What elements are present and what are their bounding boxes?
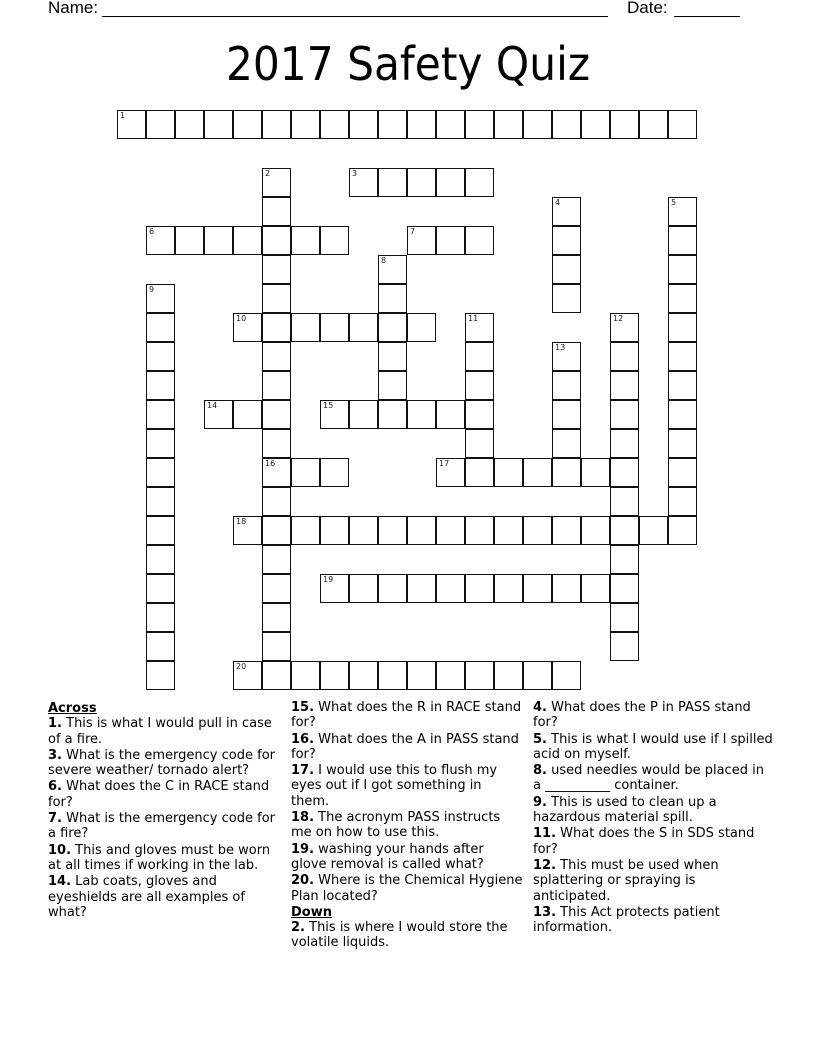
grid-cell[interactable] — [378, 400, 407, 429]
clue-number: 1. — [48, 716, 62, 732]
clue-number: 4. — [533, 700, 547, 715]
clue-number: 14 — [207, 401, 218, 410]
grid-cell[interactable] — [146, 284, 175, 313]
grid-cell[interactable] — [668, 400, 697, 429]
grid-cell[interactable] — [581, 516, 610, 545]
name-field[interactable] — [102, 16, 608, 17]
grid-cell[interactable] — [668, 487, 697, 516]
grid-cell[interactable] — [494, 110, 523, 139]
clue-item — [291, 700, 523, 731]
clues-column-2 — [291, 700, 523, 952]
grid-cell[interactable] — [668, 255, 697, 284]
grid-cell[interactable] — [378, 168, 407, 197]
clue-number: 13. — [533, 904, 557, 920]
grid-cell[interactable] — [262, 458, 291, 487]
grid-cell[interactable] — [407, 226, 436, 255]
grid-cell[interactable] — [465, 429, 494, 458]
grid-cell[interactable] — [262, 313, 291, 342]
grid-cell[interactable] — [610, 632, 639, 661]
clue-number: 7. — [48, 811, 62, 827]
clue-item — [533, 905, 773, 936]
grid-cell[interactable] — [146, 632, 175, 661]
clue-item — [533, 826, 773, 857]
clue-number: 13 — [555, 343, 566, 352]
grid-cell[interactable] — [262, 168, 291, 197]
clue-number: 12 — [613, 314, 624, 323]
grid-cell[interactable] — [552, 661, 581, 690]
grid-cell[interactable] — [610, 458, 639, 487]
clue-item — [48, 874, 280, 920]
clue-text: What does the C in RACE stand for? — [48, 779, 270, 810]
clue-number: 10. — [48, 842, 72, 858]
grid-cell[interactable] — [233, 400, 262, 429]
grid-cell[interactable] — [407, 574, 436, 603]
clue-item — [291, 842, 523, 873]
clue-text: What does the S in SDS stand for? — [533, 826, 755, 857]
clue-text: What does the P in PASS stand for? — [533, 700, 751, 731]
grid-cell[interactable] — [146, 487, 175, 516]
grid-cell[interactable] — [668, 371, 697, 400]
grid-cell[interactable] — [436, 516, 465, 545]
clue-item — [291, 920, 523, 951]
clue-text: used needles would be placed in a __________ container. — [533, 763, 764, 794]
clue-item — [291, 810, 523, 841]
clue-item — [48, 779, 280, 810]
clue-number: 6 — [149, 227, 155, 236]
grid-cell[interactable] — [465, 313, 494, 342]
clue-number: 7 — [410, 227, 416, 236]
grid-cell[interactable] — [552, 110, 581, 139]
grid-cell[interactable] — [436, 400, 465, 429]
grid-cell[interactable] — [581, 574, 610, 603]
clue-number: 6. — [48, 779, 62, 795]
clue-number: 2. — [291, 920, 305, 936]
grid-cell[interactable] — [146, 574, 175, 603]
grid-cell[interactable] — [610, 400, 639, 429]
grid-cell[interactable] — [320, 400, 349, 429]
grid-cell[interactable] — [552, 342, 581, 371]
grid-cell[interactable] — [262, 342, 291, 371]
grid-cell[interactable] — [262, 400, 291, 429]
grid-cell[interactable] — [668, 313, 697, 342]
grid-cell[interactable] — [262, 516, 291, 545]
grid-cell[interactable] — [668, 342, 697, 371]
clue-item — [48, 748, 280, 779]
grid-cell[interactable] — [262, 545, 291, 574]
grid-cell[interactable] — [262, 632, 291, 661]
name-label: Name: — [48, 0, 99, 17]
clue-number: 16 — [265, 459, 276, 468]
grid-cell[interactable] — [233, 226, 262, 255]
grid-cell[interactable] — [523, 516, 552, 545]
grid-cell[interactable] — [523, 661, 552, 690]
clue-number: 9. — [533, 794, 547, 810]
down-heading: Down — [291, 904, 332, 920]
clue-text: This Act protects patient information. — [533, 904, 720, 936]
grid-cell[interactable] — [465, 661, 494, 690]
grid-cell[interactable] — [146, 110, 175, 139]
grid-cell[interactable] — [378, 313, 407, 342]
clue-text: I would use this to flush my eyes out if I got something in them. — [291, 763, 498, 809]
clue-item — [533, 732, 773, 763]
grid-cell[interactable] — [523, 574, 552, 603]
grid-cell[interactable] — [320, 661, 349, 690]
grid-cell[interactable] — [262, 487, 291, 516]
grid-cell[interactable] — [378, 255, 407, 284]
grid-cell[interactable] — [552, 226, 581, 255]
clue-number: 8. — [533, 763, 547, 779]
grid-cell[interactable] — [146, 661, 175, 690]
grid-cell[interactable] — [146, 371, 175, 400]
grid-cell[interactable] — [523, 458, 552, 487]
grid-cell[interactable] — [552, 429, 581, 458]
grid-cell[interactable] — [146, 429, 175, 458]
grid-cell[interactable] — [204, 226, 233, 255]
grid-cell[interactable] — [494, 516, 523, 545]
grid-cell[interactable] — [610, 429, 639, 458]
clue-number: 3 — [352, 169, 358, 178]
grid-cell[interactable] — [175, 110, 204, 139]
grid-cell[interactable] — [262, 603, 291, 632]
grid-cell[interactable] — [262, 197, 291, 226]
clue-number: 18. — [291, 810, 315, 826]
grid-cell[interactable] — [610, 313, 639, 342]
clue-number: 5. — [533, 731, 547, 747]
clue-text: This and gloves must be worn at all times if working in the lab. — [48, 842, 271, 873]
clue-item — [48, 811, 280, 842]
grid-cell[interactable] — [407, 110, 436, 139]
grid-cell[interactable] — [465, 400, 494, 429]
clue-number: 11. — [533, 826, 557, 842]
grid-cell[interactable] — [262, 429, 291, 458]
grid-cell[interactable] — [262, 255, 291, 284]
grid-cell[interactable] — [610, 516, 639, 545]
grid-cell[interactable] — [349, 168, 378, 197]
grid-cell[interactable] — [465, 458, 494, 487]
clue-number: 5 — [671, 198, 677, 207]
clue-text: washing your hands after glove removal is called what? — [291, 841, 484, 872]
grid-cell[interactable] — [320, 110, 349, 139]
grid-cell[interactable] — [320, 226, 349, 255]
grid-cell[interactable] — [378, 516, 407, 545]
grid-cell[interactable] — [117, 110, 146, 139]
clue-text: The acronym PASS instructs me on how to use this. — [291, 810, 501, 841]
grid-cell[interactable] — [465, 516, 494, 545]
grid-cell[interactable] — [552, 197, 581, 226]
clue-text: This is what I would use if I spilled acid on myself. — [533, 731, 773, 762]
clue-item — [291, 732, 523, 763]
grid-cell[interactable] — [668, 429, 697, 458]
grid-cell[interactable] — [668, 516, 697, 545]
grid-cell[interactable] — [146, 342, 175, 371]
grid-cell[interactable] — [523, 110, 552, 139]
grid-cell[interactable] — [175, 226, 204, 255]
grid-cell[interactable] — [436, 226, 465, 255]
grid-cell[interactable] — [668, 197, 697, 226]
grid-cell[interactable] — [291, 458, 320, 487]
clue-number: 12. — [533, 857, 557, 873]
clue-text: Lab coats, gloves and eyeshields are all examples of what? — [48, 874, 245, 920]
clue-text: This is where I would store the volatile liquids. — [291, 920, 508, 951]
clue-number: 20. — [291, 873, 315, 889]
grid-cell[interactable] — [581, 110, 610, 139]
grid-cell[interactable] — [349, 516, 378, 545]
grid-cell[interactable] — [349, 661, 378, 690]
grid-cell[interactable] — [262, 371, 291, 400]
grid-cell[interactable] — [407, 313, 436, 342]
grid-cell[interactable] — [552, 458, 581, 487]
grid-cell[interactable] — [581, 458, 610, 487]
clue-number: 10 — [236, 314, 247, 323]
grid-cell[interactable] — [378, 110, 407, 139]
grid-cell[interactable] — [639, 110, 668, 139]
clue-number: 15 — [323, 401, 334, 410]
grid-cell[interactable] — [320, 516, 349, 545]
grid-cell[interactable] — [436, 661, 465, 690]
grid-cell[interactable] — [349, 400, 378, 429]
grid-cell[interactable] — [291, 110, 320, 139]
grid-cell[interactable] — [291, 516, 320, 545]
grid-cell[interactable] — [465, 168, 494, 197]
grid-cell[interactable] — [494, 574, 523, 603]
clue-item — [533, 795, 773, 826]
grid-cell[interactable] — [436, 458, 465, 487]
clue-number: 18 — [236, 517, 247, 526]
grid-cell[interactable] — [146, 516, 175, 545]
grid-cell[interactable] — [146, 226, 175, 255]
clue-text: This must be used when splattering or spraying is anticipated. — [533, 857, 719, 904]
clue-number: 11 — [468, 314, 479, 323]
grid-cell[interactable] — [320, 458, 349, 487]
grid-cell[interactable] — [494, 458, 523, 487]
grid-cell[interactable] — [378, 342, 407, 371]
grid-cell[interactable] — [262, 574, 291, 603]
clue-item — [291, 763, 523, 809]
grid-cell[interactable] — [436, 168, 465, 197]
grid-cell[interactable] — [610, 371, 639, 400]
grid-cell[interactable] — [552, 284, 581, 313]
grid-cell[interactable] — [262, 661, 291, 690]
clue-text: What does the A in PASS stand for? — [291, 731, 519, 762]
clue-text: This is what I would pull in case of a fire. — [48, 716, 272, 747]
grid-cell[interactable] — [465, 574, 494, 603]
grid-cell[interactable] — [465, 371, 494, 400]
grid-cell[interactable] — [320, 574, 349, 603]
clue-text: Where is the Chemical Hygiene Plan located? — [291, 873, 523, 904]
grid-cell[interactable] — [610, 603, 639, 632]
clue-item — [533, 858, 773, 904]
across-heading: Across — [48, 701, 97, 716]
grid-cell[interactable] — [407, 661, 436, 690]
grid-cell[interactable] — [291, 226, 320, 255]
grid-cell[interactable] — [436, 110, 465, 139]
grid-cell[interactable] — [465, 226, 494, 255]
grid-cell[interactable] — [552, 516, 581, 545]
clues-column-3 — [533, 700, 773, 936]
clue-text: What does the R in RACE stand for? — [291, 700, 522, 731]
clue-number: 20 — [236, 662, 247, 671]
date-label: Date: — [627, 0, 668, 17]
clue-number: 19. — [291, 841, 315, 857]
grid-cell[interactable] — [291, 313, 320, 342]
grid-cell[interactable] — [407, 400, 436, 429]
grid-cell[interactable] — [146, 545, 175, 574]
page-title: 2017 Safety Quiz — [225, 37, 591, 91]
clue-text: What is the emergency code for severe weather/ tornado alert? — [48, 747, 275, 779]
grid-cell[interactable] — [320, 313, 349, 342]
grid-cell[interactable] — [610, 110, 639, 139]
clue-number: 3. — [48, 747, 62, 763]
grid-cell[interactable] — [146, 313, 175, 342]
header — [48, 0, 748, 20]
clue-number: 19 — [323, 575, 334, 584]
grid-cell[interactable] — [204, 110, 233, 139]
grid-cell[interactable] — [291, 661, 320, 690]
grid-cell[interactable] — [233, 110, 262, 139]
grid-cell[interactable] — [146, 458, 175, 487]
grid-cell[interactable] — [378, 371, 407, 400]
grid-cell[interactable] — [494, 661, 523, 690]
grid-cell[interactable] — [407, 516, 436, 545]
clue-item — [291, 873, 523, 904]
clue-number: 16. — [291, 731, 315, 747]
grid-cell[interactable] — [233, 516, 262, 545]
grid-cell[interactable] — [552, 255, 581, 284]
clue-item — [48, 716, 280, 747]
grid-cell[interactable] — [465, 342, 494, 371]
grid-cell[interactable] — [233, 313, 262, 342]
grid-cell[interactable] — [233, 661, 262, 690]
clue-number: 17. — [291, 763, 315, 779]
clue-item — [533, 700, 773, 731]
grid-cell[interactable] — [668, 110, 697, 139]
date-field[interactable] — [674, 16, 740, 17]
clue-number: 2 — [265, 169, 271, 178]
grid-cell[interactable] — [262, 110, 291, 139]
grid-cell[interactable] — [552, 574, 581, 603]
grid-cell[interactable] — [262, 284, 291, 313]
clue-number: 14. — [48, 874, 72, 890]
clue-text: What is the emergency code for a fire? — [48, 811, 275, 842]
clue-item — [48, 843, 280, 874]
grid-cell[interactable] — [262, 226, 291, 255]
grid-cell[interactable] — [668, 458, 697, 487]
clue-number: 17 — [439, 459, 450, 468]
grid-cell[interactable] — [552, 371, 581, 400]
grid-cell[interactable] — [146, 400, 175, 429]
grid-cell[interactable] — [407, 168, 436, 197]
grid-cell[interactable] — [552, 400, 581, 429]
grid-cell[interactable] — [668, 284, 697, 313]
grid-cell[interactable] — [378, 574, 407, 603]
grid-cell[interactable] — [436, 574, 465, 603]
grid-cell[interactable] — [610, 342, 639, 371]
grid-cell[interactable] — [204, 400, 233, 429]
grid-cell[interactable] — [610, 574, 639, 603]
grid-cell[interactable] — [465, 110, 494, 139]
clue-number: 4 — [555, 198, 561, 207]
grid-cell[interactable] — [349, 313, 378, 342]
grid-cell[interactable] — [610, 545, 639, 574]
grid-cell[interactable] — [378, 284, 407, 313]
crossword-grid — [117, 110, 697, 690]
clue-number: 15. — [291, 700, 315, 715]
grid-cell[interactable] — [349, 574, 378, 603]
grid-cell[interactable] — [668, 226, 697, 255]
clues-column-1 — [48, 700, 280, 921]
grid-cell[interactable] — [146, 603, 175, 632]
grid-cell[interactable] — [378, 661, 407, 690]
clue-number: 9 — [149, 285, 155, 294]
clue-text: This is used to clean up a hazardous material spill. — [533, 794, 717, 826]
clue-item — [533, 763, 773, 794]
clue-number: 8 — [381, 256, 387, 265]
clue-number: 1 — [120, 111, 126, 120]
grid-cell[interactable] — [639, 516, 668, 545]
grid-cell[interactable] — [349, 110, 378, 139]
grid-cell[interactable] — [610, 487, 639, 516]
